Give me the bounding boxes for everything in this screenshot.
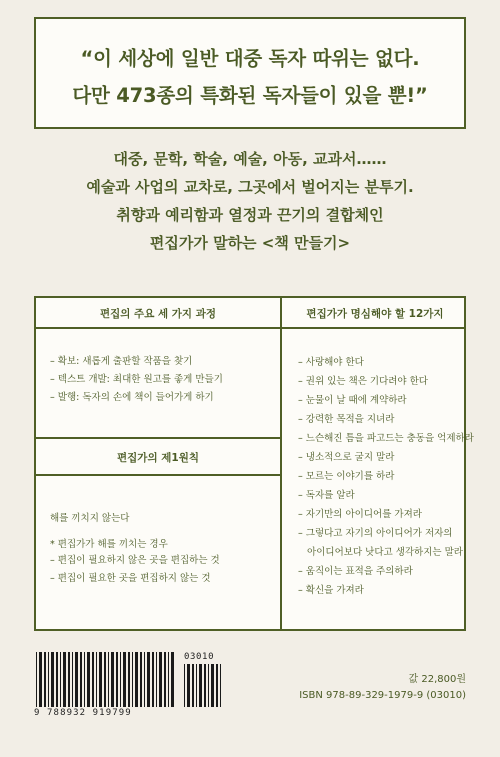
list-item: 아이디어보다 낫다고 생각하지는 말라: [298, 547, 463, 558]
info-box: [34, 296, 474, 631]
price: 값 22,800원: [408, 674, 466, 685]
list-item: – 자기만의 아이디어를 가져라: [298, 509, 422, 520]
list-item: – 모르는 이야기를 하라: [298, 471, 395, 482]
quote-box: [34, 17, 466, 129]
list-item: – 독자를 알라: [298, 490, 355, 501]
intro-line-4: 편집가가 말하는 <책 만들기>: [149, 234, 351, 252]
quote-line-1: “이 세상에 일반 대중 독자 따위는 없다.: [80, 47, 420, 70]
first-principle-text: 해를 끼치지 않는다: [50, 513, 130, 524]
list-item: – 확보: 새롭게 출판할 작품을 찾기: [50, 356, 193, 367]
list-item: – 움직이는 표적을 주의하라: [298, 566, 413, 577]
quote-line-2: 다만 473종의 특화된 독자들이 있을 뿐!”: [72, 84, 428, 107]
barcode-main-digits: 9 788932 919799: [34, 708, 132, 718]
list-item: – 느슨해진 틈을 파고드는 충동을 억제하라: [298, 433, 474, 444]
list-item: – 눈물이 날 때에 계약하라: [298, 395, 407, 406]
isbn-number: ISBN 978-89-329-1979-9 (03010): [299, 690, 466, 701]
list-item: – 강력한 목적을 지녀라: [298, 414, 395, 425]
list-item: – 사랑해야 한다: [298, 357, 364, 368]
barcode-addon-bars: [182, 664, 224, 707]
section-title-editing-process: 편집의 주요 세 가지 과정: [99, 308, 217, 320]
harm-note: * 편집가가 해를 끼치는 경우: [50, 539, 168, 550]
section-title-twelve-rules: 편집가가 명심해야 할 12가지: [306, 308, 444, 320]
intro-line-2: 예술과 사업의 교차로, 그곳에서 벌어지는 분투기.: [86, 178, 414, 196]
header-divider: [36, 327, 464, 329]
harm-cases-list: [50, 552, 220, 588]
column-divider: [280, 298, 282, 629]
editing-process-list: [50, 353, 223, 407]
intro-line-3: 취향과 예리함과 열정과 끈기의 결합체인: [116, 206, 384, 224]
list-item: – 편집이 필요하지 않은 곳을 편집하는 것: [50, 555, 220, 566]
list-item: – 발행: 독자의 손에 책이 들어가게 하기: [50, 392, 214, 403]
list-item: – 텍스트 개발: 최대한 원고를 좋게 만들기: [50, 374, 223, 385]
list-item: – 확신을 가져라: [298, 585, 364, 596]
list-item: – 냉소적으로 굴지 말라: [298, 452, 395, 463]
list-item: – 편집이 필요한 곳을 편집하지 않는 것: [50, 573, 211, 584]
isbn-barcode: [34, 652, 224, 720]
left-section-divider-bottom: [36, 474, 280, 476]
section-title-first-principle: 편집가의 제1원칙: [117, 452, 199, 464]
barcode-addon-digits: 03010: [184, 652, 215, 662]
left-section-divider-top: [36, 437, 280, 439]
list-item: – 권위 있는 책은 기다려야 한다: [298, 376, 428, 387]
list-item: – 그렇다고 자기의 아이디어가 저자의: [298, 528, 453, 539]
intro-line-1: 대중, 문학, 학술, 예술, 아동, 교과서……: [113, 150, 387, 168]
barcode-main-bars: [34, 652, 176, 707]
twelve-rules-list: [298, 353, 474, 600]
